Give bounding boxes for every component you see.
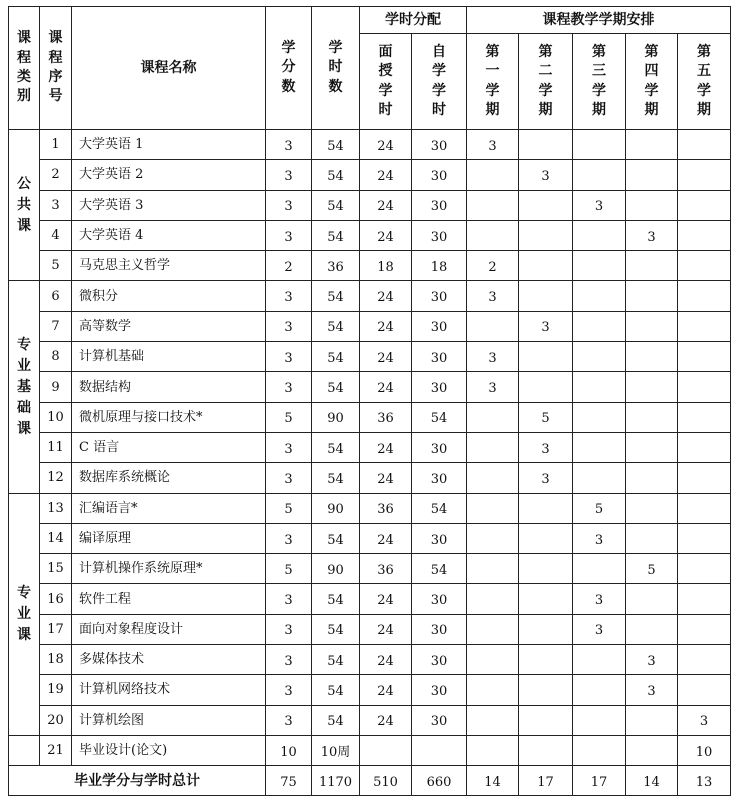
course-semester-3 — [573, 432, 626, 462]
course-lecture-hours: 18 — [360, 251, 412, 281]
course-hours: 54 — [312, 675, 360, 705]
course-name: 马克思主义哲学 — [72, 251, 266, 281]
course-semester-2 — [519, 735, 573, 765]
course-semester-1: 3 — [467, 130, 519, 160]
course-semester-2 — [519, 372, 573, 402]
course-self-study-hours: 30 — [412, 130, 467, 160]
course-semester-5 — [678, 190, 731, 220]
course-credits: 5 — [266, 493, 312, 523]
course-semester-4 — [626, 614, 678, 644]
course-seq: 11 — [40, 432, 72, 462]
table-row — [9, 160, 731, 190]
course-seq: 2 — [40, 160, 72, 190]
course-lecture-hours: 36 — [360, 402, 412, 432]
course-self-study-hours: 30 — [412, 584, 467, 614]
course-semester-5 — [678, 281, 731, 311]
course-credits: 3 — [266, 432, 312, 462]
table-row — [9, 523, 731, 553]
course-semester-2 — [519, 523, 573, 553]
course-semester-5 — [678, 130, 731, 160]
course-credits: 3 — [266, 220, 312, 250]
course-semester-5 — [678, 614, 731, 644]
course-credits: 3 — [266, 463, 312, 493]
table-row — [9, 342, 731, 372]
course-lecture-hours: 24 — [360, 645, 412, 675]
course-semester-1 — [467, 190, 519, 220]
course-semester-3 — [573, 554, 626, 584]
course-name: 计算机操作系统原理* — [72, 554, 266, 584]
course-credits: 5 — [266, 554, 312, 584]
course-credits: 3 — [266, 342, 312, 372]
course-semester-5 — [678, 402, 731, 432]
total-credits: 75 — [266, 766, 312, 796]
course-lecture-hours: 36 — [360, 554, 412, 584]
course-semester-2 — [519, 130, 573, 160]
course-credits: 3 — [266, 190, 312, 220]
course-credits: 3 — [266, 705, 312, 735]
course-seq: 3 — [40, 190, 72, 220]
course-semester-2 — [519, 220, 573, 250]
table-row — [9, 130, 731, 160]
course-semester-5 — [678, 523, 731, 553]
course-hours: 54 — [312, 311, 360, 341]
header-self-study-hours: 自 学 学 时 — [412, 34, 467, 130]
course-semester-1 — [467, 705, 519, 735]
course-semester-1: 2 — [467, 251, 519, 281]
course-seq: 8 — [40, 342, 72, 372]
course-semester-4 — [626, 130, 678, 160]
course-semester-4 — [626, 705, 678, 735]
course-semester-1 — [467, 311, 519, 341]
course-self-study-hours: 30 — [412, 463, 467, 493]
course-hours: 54 — [312, 342, 360, 372]
course-semester-3: 3 — [573, 614, 626, 644]
course-seq: 15 — [40, 554, 72, 584]
course-lecture-hours: 24 — [360, 463, 412, 493]
category-cell — [9, 735, 40, 765]
table-row — [9, 645, 731, 675]
course-semester-3 — [573, 402, 626, 432]
course-name: 软件工程 — [72, 584, 266, 614]
course-self-study-hours: 30 — [412, 523, 467, 553]
course-seq: 18 — [40, 645, 72, 675]
total-lecture-hours: 510 — [360, 766, 412, 796]
course-hours: 54 — [312, 463, 360, 493]
course-semester-5: 3 — [678, 705, 731, 735]
course-semester-4 — [626, 372, 678, 402]
header-hours-allocation: 学时分配 — [360, 7, 467, 34]
course-semester-5 — [678, 675, 731, 705]
table-row — [9, 251, 731, 281]
table-row — [9, 190, 731, 220]
table-row — [9, 220, 731, 250]
total-semester-2: 17 — [519, 766, 573, 796]
header-semester-5: 第 五 学 期 — [678, 34, 731, 130]
course-semester-4 — [626, 190, 678, 220]
header-credits: 学 分 数 — [266, 7, 312, 130]
course-semester-4 — [626, 584, 678, 614]
table-row — [9, 463, 731, 493]
course-semester-3 — [573, 130, 626, 160]
total-row — [9, 766, 731, 796]
course-name: 多媒体技术 — [72, 645, 266, 675]
category-cell: 专 业 课 — [9, 493, 40, 735]
course-seq: 14 — [40, 523, 72, 553]
course-hours: 54 — [312, 584, 360, 614]
course-hours: 54 — [312, 130, 360, 160]
course-self-study-hours: 30 — [412, 220, 467, 250]
total-semester-4: 14 — [626, 766, 678, 796]
course-list — [9, 130, 731, 766]
table-row — [9, 372, 731, 402]
course-credits: 3 — [266, 614, 312, 644]
course-seq: 16 — [40, 584, 72, 614]
course-semester-4 — [626, 281, 678, 311]
course-credits: 3 — [266, 584, 312, 614]
course-lecture-hours: 24 — [360, 160, 412, 190]
course-hours: 54 — [312, 190, 360, 220]
course-semester-2 — [519, 342, 573, 372]
course-semester-2 — [519, 614, 573, 644]
course-semester-1: 3 — [467, 281, 519, 311]
course-seq: 5 — [40, 251, 72, 281]
course-name: 计算机网络技术 — [72, 675, 266, 705]
course-lecture-hours: 24 — [360, 190, 412, 220]
course-name: 数据库系统概论 — [72, 463, 266, 493]
header-semester-2: 第 二 学 期 — [519, 34, 573, 130]
course-semester-2: 3 — [519, 311, 573, 341]
course-self-study-hours: 54 — [412, 402, 467, 432]
course-name: 面向对象程度设计 — [72, 614, 266, 644]
course-semester-3 — [573, 675, 626, 705]
course-self-study-hours: 18 — [412, 251, 467, 281]
course-self-study-hours: 54 — [412, 493, 467, 523]
course-name: 微机原理与接口技术* — [72, 402, 266, 432]
course-semester-3 — [573, 281, 626, 311]
total-semester-5: 13 — [678, 766, 731, 796]
course-semester-5 — [678, 463, 731, 493]
course-semester-5 — [678, 554, 731, 584]
course-semester-1 — [467, 614, 519, 644]
curriculum-table — [8, 6, 731, 796]
course-semester-3 — [573, 160, 626, 190]
course-semester-1 — [467, 402, 519, 432]
course-semester-5 — [678, 342, 731, 372]
header-hours: 学 时 数 — [312, 7, 360, 130]
course-semester-4: 3 — [626, 675, 678, 705]
course-seq: 13 — [40, 493, 72, 523]
course-semester-1 — [467, 584, 519, 614]
course-semester-5 — [678, 432, 731, 462]
category-cell: 专 业 基 础 课 — [9, 281, 40, 493]
course-lecture-hours: 24 — [360, 311, 412, 341]
course-semester-3: 3 — [573, 190, 626, 220]
course-name: 微积分 — [72, 281, 266, 311]
course-semester-5 — [678, 251, 731, 281]
course-hours: 54 — [312, 220, 360, 250]
course-credits: 5 — [266, 402, 312, 432]
course-seq: 20 — [40, 705, 72, 735]
course-credits: 3 — [266, 160, 312, 190]
course-self-study-hours: 30 — [412, 614, 467, 644]
course-lecture-hours — [360, 735, 412, 765]
course-self-study-hours: 30 — [412, 372, 467, 402]
course-hours: 54 — [312, 432, 360, 462]
course-hours: 90 — [312, 554, 360, 584]
course-semester-3: 3 — [573, 523, 626, 553]
table-row — [9, 311, 731, 341]
header-name: 课程名称 — [72, 7, 266, 130]
course-credits: 3 — [266, 372, 312, 402]
course-lecture-hours: 24 — [360, 130, 412, 160]
header-semester-4: 第 四 学 期 — [626, 34, 678, 130]
course-semester-4 — [626, 311, 678, 341]
table-row — [9, 432, 731, 462]
course-semester-4: 3 — [626, 220, 678, 250]
course-lecture-hours: 24 — [360, 220, 412, 250]
course-semester-4 — [626, 251, 678, 281]
course-semester-3: 3 — [573, 584, 626, 614]
course-self-study-hours: 30 — [412, 160, 467, 190]
course-semester-2 — [519, 493, 573, 523]
course-semester-1 — [467, 160, 519, 190]
course-seq: 9 — [40, 372, 72, 402]
total-label: 毕业学分与学时总计 — [9, 766, 266, 796]
course-name: 大学英语 1 — [72, 130, 266, 160]
total-self-study-hours: 660 — [412, 766, 467, 796]
course-semester-1: 3 — [467, 342, 519, 372]
course-semester-4 — [626, 463, 678, 493]
course-semester-5 — [678, 220, 731, 250]
course-name: 高等数学 — [72, 311, 266, 341]
course-semester-2 — [519, 645, 573, 675]
course-semester-3 — [573, 735, 626, 765]
course-self-study-hours — [412, 735, 467, 765]
course-semester-1 — [467, 432, 519, 462]
course-hours: 90 — [312, 493, 360, 523]
course-credits: 10 — [266, 735, 312, 765]
header-lecture-hours: 面 授 学 时 — [360, 34, 412, 130]
course-name: C 语言 — [72, 432, 266, 462]
course-self-study-hours: 54 — [412, 554, 467, 584]
course-name: 计算机绘图 — [72, 705, 266, 735]
course-seq: 17 — [40, 614, 72, 644]
table-row — [9, 675, 731, 705]
course-self-study-hours: 30 — [412, 675, 467, 705]
course-semester-4 — [626, 523, 678, 553]
course-self-study-hours: 30 — [412, 190, 467, 220]
total-hours: 1170 — [312, 766, 360, 796]
course-hours: 36 — [312, 251, 360, 281]
course-semester-2 — [519, 554, 573, 584]
course-hours: 54 — [312, 281, 360, 311]
course-seq: 10 — [40, 402, 72, 432]
course-semester-1: 3 — [467, 372, 519, 402]
course-semester-2: 5 — [519, 402, 573, 432]
course-semester-5: 10 — [678, 735, 731, 765]
course-lecture-hours: 24 — [360, 281, 412, 311]
course-semester-5 — [678, 493, 731, 523]
course-semester-2: 3 — [519, 432, 573, 462]
course-name: 汇编语言* — [72, 493, 266, 523]
course-name: 计算机基础 — [72, 342, 266, 372]
course-name: 毕业设计(论文) — [72, 735, 266, 765]
course-hours: 54 — [312, 705, 360, 735]
course-semester-3: 5 — [573, 493, 626, 523]
course-semester-1 — [467, 735, 519, 765]
course-semester-3 — [573, 220, 626, 250]
course-self-study-hours: 30 — [412, 432, 467, 462]
course-semester-4 — [626, 342, 678, 372]
table-row — [9, 493, 731, 523]
course-seq: 21 — [40, 735, 72, 765]
course-self-study-hours: 30 — [412, 342, 467, 372]
header-semester-3: 第 三 学 期 — [573, 34, 626, 130]
category-cell: 公 共 课 — [9, 130, 40, 281]
course-seq: 19 — [40, 675, 72, 705]
header-category: 课 程 类 别 — [9, 7, 40, 130]
course-self-study-hours: 30 — [412, 705, 467, 735]
course-lecture-hours: 24 — [360, 432, 412, 462]
course-hours: 54 — [312, 614, 360, 644]
course-semester-2 — [519, 281, 573, 311]
course-hours: 54 — [312, 372, 360, 402]
course-seq: 6 — [40, 281, 72, 311]
course-semester-1 — [467, 220, 519, 250]
course-name: 大学英语 2 — [72, 160, 266, 190]
course-name: 大学英语 3 — [72, 190, 266, 220]
course-credits: 2 — [266, 251, 312, 281]
course-semester-5 — [678, 645, 731, 675]
course-credits: 3 — [266, 645, 312, 675]
course-semester-5 — [678, 160, 731, 190]
table-row — [9, 402, 731, 432]
course-semester-1 — [467, 675, 519, 705]
course-semester-3 — [573, 645, 626, 675]
course-semester-4 — [626, 735, 678, 765]
header-seq: 课 程 序 号 — [40, 7, 72, 130]
course-lecture-hours: 36 — [360, 493, 412, 523]
course-self-study-hours: 30 — [412, 311, 467, 341]
course-semester-3 — [573, 705, 626, 735]
course-seq: 1 — [40, 130, 72, 160]
course-semester-2 — [519, 705, 573, 735]
course-semester-4 — [626, 432, 678, 462]
course-lecture-hours: 24 — [360, 675, 412, 705]
course-self-study-hours: 30 — [412, 645, 467, 675]
course-name: 编译原理 — [72, 523, 266, 553]
table-row — [9, 584, 731, 614]
course-semester-3 — [573, 463, 626, 493]
course-semester-2 — [519, 675, 573, 705]
course-hours: 90 — [312, 402, 360, 432]
course-credits: 3 — [266, 675, 312, 705]
course-semester-4: 3 — [626, 645, 678, 675]
course-hours: 54 — [312, 523, 360, 553]
course-semester-3 — [573, 372, 626, 402]
course-name: 数据结构 — [72, 372, 266, 402]
course-semester-4: 5 — [626, 554, 678, 584]
course-semester-4 — [626, 493, 678, 523]
course-semester-2 — [519, 251, 573, 281]
course-semester-4 — [626, 160, 678, 190]
course-lecture-hours: 24 — [360, 614, 412, 644]
course-credits: 3 — [266, 523, 312, 553]
course-semester-2: 3 — [519, 463, 573, 493]
course-semester-1 — [467, 463, 519, 493]
course-semester-3 — [573, 251, 626, 281]
header-schedule: 课程教学学期安排 — [467, 7, 731, 34]
course-credits: 3 — [266, 130, 312, 160]
course-seq: 4 — [40, 220, 72, 250]
course-lecture-hours: 24 — [360, 342, 412, 372]
course-semester-2 — [519, 190, 573, 220]
course-semester-1 — [467, 523, 519, 553]
course-semester-1 — [467, 645, 519, 675]
course-semester-5 — [678, 372, 731, 402]
course-lecture-hours: 24 — [360, 584, 412, 614]
course-hours: 54 — [312, 645, 360, 675]
course-seq: 12 — [40, 463, 72, 493]
table-row — [9, 281, 731, 311]
course-lecture-hours: 24 — [360, 705, 412, 735]
table-row — [9, 735, 731, 765]
course-name: 大学英语 4 — [72, 220, 266, 250]
course-lecture-hours: 24 — [360, 372, 412, 402]
course-lecture-hours: 24 — [360, 523, 412, 553]
course-semester-1 — [467, 493, 519, 523]
course-self-study-hours: 30 — [412, 281, 467, 311]
table-row — [9, 614, 731, 644]
table-row — [9, 554, 731, 584]
course-hours: 10周 — [312, 735, 360, 765]
course-seq: 7 — [40, 311, 72, 341]
course-hours: 54 — [312, 160, 360, 190]
course-semester-2: 3 — [519, 160, 573, 190]
course-credits: 3 — [266, 281, 312, 311]
course-semester-3 — [573, 342, 626, 372]
header-semester-1: 第 一 学 期 — [467, 34, 519, 130]
course-semester-5 — [678, 311, 731, 341]
course-semester-3 — [573, 311, 626, 341]
total-semester-1: 14 — [467, 766, 519, 796]
course-credits: 3 — [266, 311, 312, 341]
total-semester-3: 17 — [573, 766, 626, 796]
course-semester-1 — [467, 554, 519, 584]
table-row — [9, 705, 731, 735]
course-semester-4 — [626, 402, 678, 432]
course-semester-5 — [678, 584, 731, 614]
course-semester-2 — [519, 584, 573, 614]
